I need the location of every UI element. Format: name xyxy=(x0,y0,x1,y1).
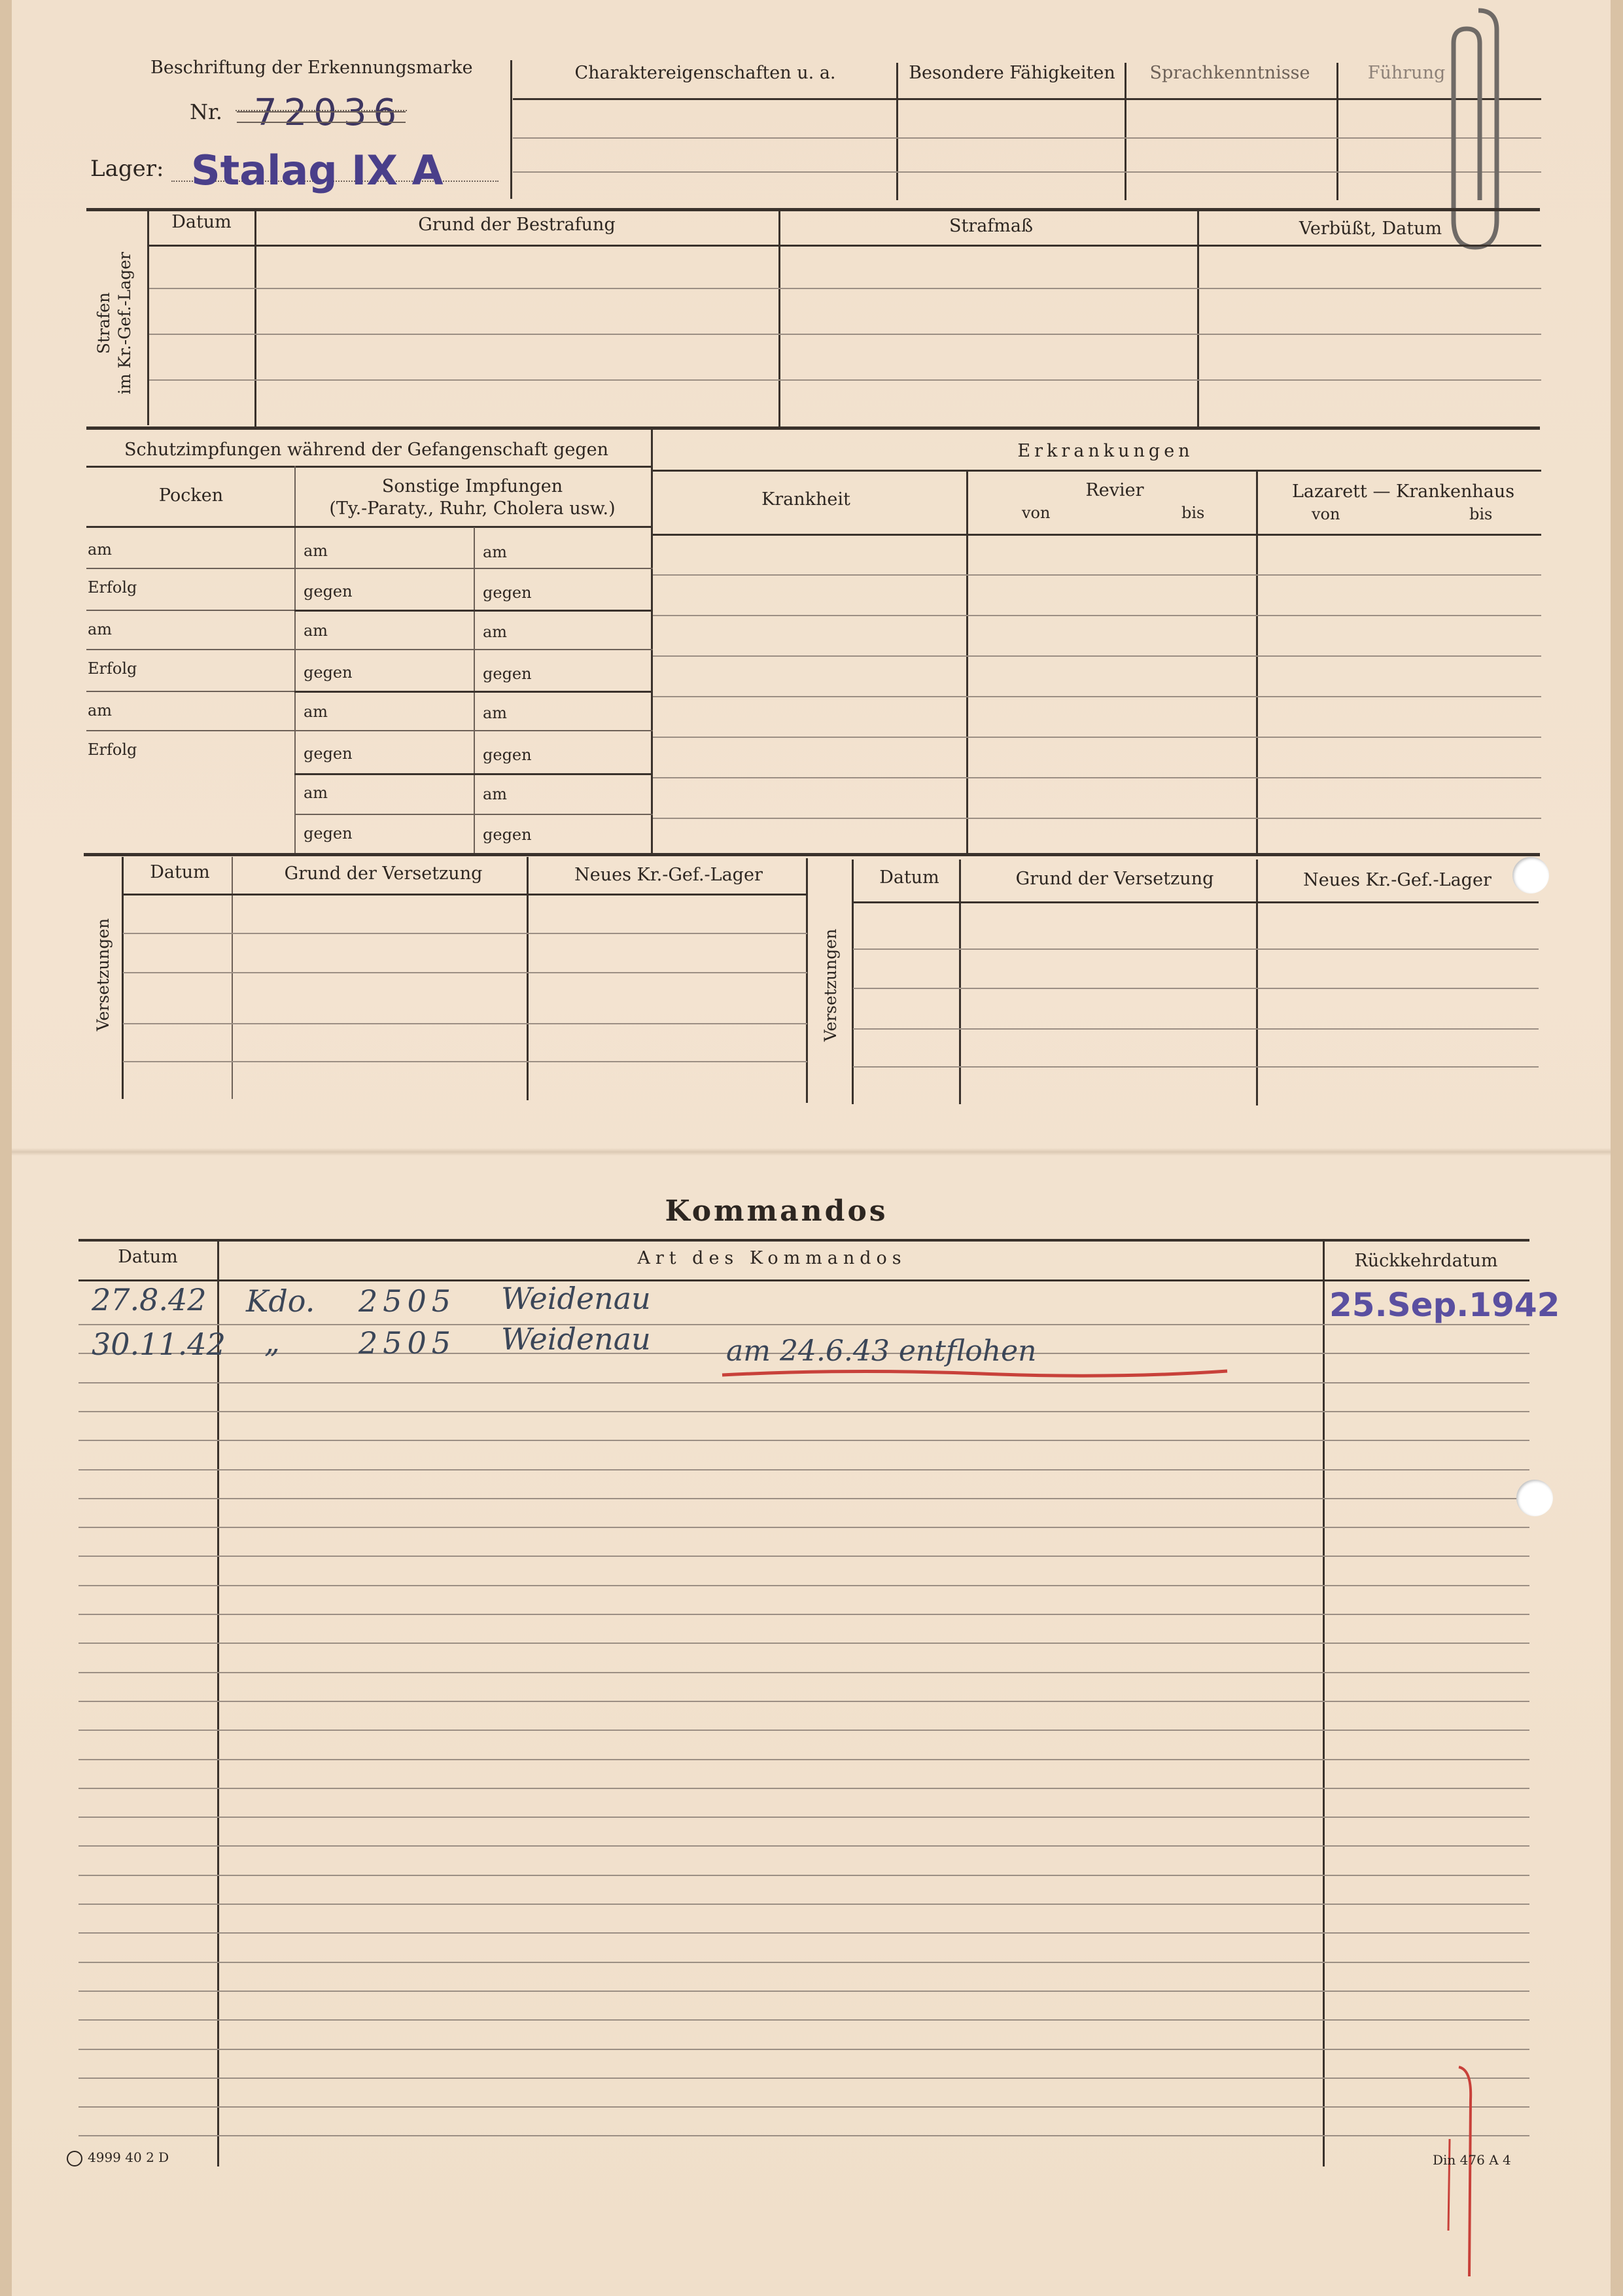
kommandos-row-line xyxy=(79,1932,1529,1934)
vacc-pox-am-2: am xyxy=(88,620,113,638)
transfers-col-date-left: Datum xyxy=(150,862,210,882)
kommandos-row-line xyxy=(79,1904,1529,1905)
vacc-col-pox: Pocken xyxy=(158,485,224,506)
kommandos-col-return: Rückkehrdatum xyxy=(1354,1251,1498,1271)
kommandos-row-line xyxy=(79,1643,1529,1644)
vacc-other-gegen-1b: gegen xyxy=(483,583,532,602)
illness-row-2 xyxy=(653,615,1541,616)
vacc-pox-erfolg-3: Erfolg xyxy=(88,740,137,759)
kommando-row-2-kdo: „ xyxy=(264,1324,280,1359)
col-character: Charaktereigenschaften u. a. xyxy=(574,63,836,83)
illness-row-5 xyxy=(653,737,1541,738)
vacc-row-5 xyxy=(86,730,653,731)
red-underline xyxy=(720,1361,1230,1387)
transfers-head-rule-left xyxy=(123,894,807,896)
transfers-col-reason-right: Grund der Versetzung xyxy=(1015,869,1214,889)
kommandos-row-line xyxy=(79,1411,1529,1412)
illness-hospital-von: von xyxy=(1312,505,1340,523)
vacc-other-am-1b: am xyxy=(483,543,508,561)
kommandos-row-line xyxy=(79,1440,1529,1441)
kommandos-row-line xyxy=(79,2135,1529,2136)
kommandos-head-rule xyxy=(79,1279,1529,1281)
vacc-other-gegen-3a: gegen xyxy=(304,744,353,763)
transfers-col-camp-left: Neues Kr.-Gef.-Lager xyxy=(574,865,763,885)
illness-vline-2 xyxy=(1256,471,1258,856)
transfers-row-r2 xyxy=(853,988,1539,989)
kommando-row-2-note: am 24.6.43 entflohen xyxy=(726,1334,1037,1368)
penalties-row-3 xyxy=(149,379,1541,381)
kommandos-top-rule xyxy=(79,1239,1529,1242)
vacc-other-am-3b: am xyxy=(483,704,508,722)
kommandos-row-line xyxy=(79,1527,1529,1528)
kommandos-row-line xyxy=(79,1556,1529,1557)
transfers-side-label-left: Versetzungen xyxy=(94,918,113,1032)
transfers-row-l1 xyxy=(123,933,807,934)
kommandos-row-line xyxy=(79,2078,1529,2079)
vacc-other-gegen-2b: gegen xyxy=(483,665,532,683)
nr-strike xyxy=(237,111,406,113)
penalties-col-served: Verbüßt, Datum xyxy=(1299,218,1442,239)
kommando-row-2-num: 2505 xyxy=(358,1325,457,1361)
transfers-vline-b2 xyxy=(1256,860,1258,1105)
illness-row-4 xyxy=(653,696,1541,697)
kommando-row-1-date: 27.8.42 xyxy=(92,1282,207,1317)
kommandos-row-line xyxy=(79,1672,1529,1673)
kommando-row-1-return-stamp: 25.Sep.1942 xyxy=(1329,1286,1560,1324)
kommandos-row-line xyxy=(79,1701,1529,1702)
kommandos-row-line xyxy=(79,1962,1529,1963)
penalties-head-rule xyxy=(149,245,1541,247)
form-code: Din 476 A 4 xyxy=(1433,2152,1511,2168)
kommandos-row-line xyxy=(79,1759,1529,1760)
kommandos-row-line xyxy=(79,1498,1529,1499)
vacc-vline-2 xyxy=(474,527,475,853)
vacc-row-4-left xyxy=(86,691,294,692)
print-code: 4999 40 2 D xyxy=(67,2149,169,2166)
vacc-pox-erfolg-1: Erfolg xyxy=(88,578,137,597)
header-col-3 xyxy=(1336,63,1338,200)
vacc-row-2-left xyxy=(86,610,294,611)
transfers-row-r1 xyxy=(853,948,1539,950)
transfers-row-l4 xyxy=(123,1061,807,1062)
kommandos-row-line xyxy=(79,1991,1529,1992)
vacc-pox-am-1: am xyxy=(88,540,113,559)
vacc-row-7 xyxy=(294,814,653,815)
illness-revier-von: von xyxy=(1022,504,1051,522)
illness-col-revier: Revier xyxy=(1085,480,1144,500)
header-col-2 xyxy=(1125,63,1126,200)
penalties-col-reason: Grund der Bestrafung xyxy=(418,215,616,235)
kommandos-row-line xyxy=(79,1845,1529,1847)
vacc-other-gegen-3b: gegen xyxy=(483,746,532,764)
punch-hole-2 xyxy=(1516,1480,1553,1516)
kommandos-row-line xyxy=(79,2106,1529,2108)
vacc-row-4 xyxy=(294,691,653,693)
illness-row-1 xyxy=(653,574,1541,576)
transfers-col-date-right: Datum xyxy=(879,867,939,888)
kommandos-row-line xyxy=(79,1875,1529,1876)
penalties-vline-2 xyxy=(778,211,780,426)
lager-label: Lager: xyxy=(90,156,164,182)
vacc-other-am-1a: am xyxy=(304,542,328,560)
vacc-other-am-4a: am xyxy=(304,784,328,802)
vacc-row-2 xyxy=(294,610,653,612)
kommando-row-2-place: Weidenau xyxy=(501,1321,651,1357)
lager-stamp: Stalag IX A xyxy=(191,147,444,194)
penalties-bottom-rule xyxy=(86,426,1540,430)
vacc-title-rule xyxy=(86,466,653,468)
illness-hospital-bis: bis xyxy=(1469,505,1493,523)
vacc-pox-erfolg-2: Erfolg xyxy=(88,659,137,678)
penalties-vline-0 xyxy=(147,209,149,425)
penalties-row-2 xyxy=(149,334,1541,335)
penalties-side-label: Strafen im Kr.-Gef.-Lager xyxy=(94,252,134,394)
illness-col-illness: Krankheit xyxy=(761,489,850,510)
kommandos-vline-1 xyxy=(217,1240,219,2166)
kommando-row-1-kdo: Kdo. xyxy=(246,1283,315,1319)
kommandos-col-type: Art des Kommandos xyxy=(637,1248,907,1268)
penalties-vline-1 xyxy=(254,211,256,426)
header-row-1 xyxy=(513,137,1541,139)
vacc-row-1 xyxy=(86,568,653,569)
illness-vline-1 xyxy=(966,471,968,856)
col-skills: Besondere Fähigkeiten xyxy=(909,63,1115,83)
illness-title-rule xyxy=(653,470,1541,472)
vacc-other-gegen-4a: gegen xyxy=(304,824,353,843)
transfers-row-l3 xyxy=(123,1023,807,1024)
header-rule xyxy=(513,98,1541,100)
tag-label: Beschriftung der Erkennungsmarke xyxy=(150,58,473,78)
vacc-other-am-2b: am xyxy=(483,623,508,641)
kommandos-row-line xyxy=(79,1730,1529,1731)
illness-col-hospital: Lazarett — Krankenhaus xyxy=(1291,481,1515,502)
illness-row-7 xyxy=(653,818,1541,819)
illness-title: Erkrankungen xyxy=(1017,441,1194,461)
header-divider xyxy=(510,60,512,199)
kommandos-row-line xyxy=(79,2019,1529,2021)
kommandos-title: Kommandos xyxy=(665,1194,888,1228)
col-languages: Sprachkenntnisse xyxy=(1149,63,1310,83)
transfers-col-reason-left: Grund der Versetzung xyxy=(284,863,483,884)
kommando-row-1-num: 2505 xyxy=(358,1283,457,1319)
kommandos-row-line xyxy=(79,1585,1529,1586)
transfers-head-rule-right xyxy=(853,901,1539,903)
vacc-other-gegen-4b: gegen xyxy=(483,826,532,844)
vacc-vline-1 xyxy=(294,466,296,853)
penalties-col-measure: Strafmaß xyxy=(949,216,1034,236)
penalties-row-1 xyxy=(149,288,1541,289)
vacc-pox-am-3: am xyxy=(88,701,113,720)
kommando-row-2-date: 30.11.42 xyxy=(92,1327,226,1362)
kommandos-row-line xyxy=(79,1469,1529,1470)
transfers-row-l2 xyxy=(123,972,807,973)
transfers-col-camp-right: Neues Kr.-Gef.-Lager xyxy=(1303,870,1492,890)
kommandos-row-line xyxy=(79,1788,1529,1789)
nr-value: 72036 xyxy=(254,92,404,134)
vacc-head-rule xyxy=(86,526,653,528)
vacc-other-am-3a: am xyxy=(304,703,328,721)
nr-label: Nr. xyxy=(190,99,222,124)
red-pencil-mark xyxy=(1439,2061,1492,2283)
kommandos-row-line xyxy=(79,1324,1529,1325)
illness-row-3 xyxy=(653,655,1541,657)
punch-hole xyxy=(1512,857,1549,894)
paper-clip-icon xyxy=(1439,4,1518,266)
vacc-other-am-4b: am xyxy=(483,785,508,803)
illness-revier-bis: bis xyxy=(1181,504,1205,522)
transfers-row-r3 xyxy=(853,1028,1539,1030)
transfers-top-rule xyxy=(84,853,1540,856)
print-mark-icon xyxy=(67,2151,82,2166)
penalties-vline-3 xyxy=(1197,211,1199,426)
penalties-top-rule xyxy=(86,208,1540,211)
nr-strike-2 xyxy=(237,122,406,123)
kommandos-col-date: Datum xyxy=(118,1247,178,1267)
illness-head-rule xyxy=(653,534,1541,536)
vacc-right-border xyxy=(651,429,653,854)
kommandos-row-line xyxy=(79,1614,1529,1615)
transfers-side-label-right: Versetzungen xyxy=(821,928,840,1042)
header-row-2 xyxy=(513,171,1541,173)
kommandos-vline-2 xyxy=(1323,1240,1325,2166)
transfers-row-r4 xyxy=(853,1066,1539,1068)
fold-line xyxy=(12,1148,1611,1156)
vacc-other-gegen-1a: gegen xyxy=(304,582,353,600)
kommandos-row-line xyxy=(79,2049,1529,2050)
header-col-1 xyxy=(896,63,898,200)
vacc-title: Schutzimpfungen während der Gefangenschaft gegen xyxy=(124,440,608,460)
vacc-row-3 xyxy=(86,649,653,650)
vacc-row-6 xyxy=(294,773,653,775)
col-leadership: Führung xyxy=(1367,63,1446,83)
kommandos-row-line xyxy=(79,1817,1529,1818)
vacc-col-other-sub: (Ty.-Paraty., Ruhr, Cholera usw.) xyxy=(329,498,616,519)
vacc-other-gegen-2a: gegen xyxy=(304,663,353,682)
kommando-row-1-place: Weidenau xyxy=(501,1281,651,1316)
illness-row-6 xyxy=(653,777,1541,778)
penalties-col-date: Datum xyxy=(171,212,232,232)
vacc-col-other: Sonstige Impfungen xyxy=(381,476,563,496)
vacc-other-am-2a: am xyxy=(304,621,328,640)
